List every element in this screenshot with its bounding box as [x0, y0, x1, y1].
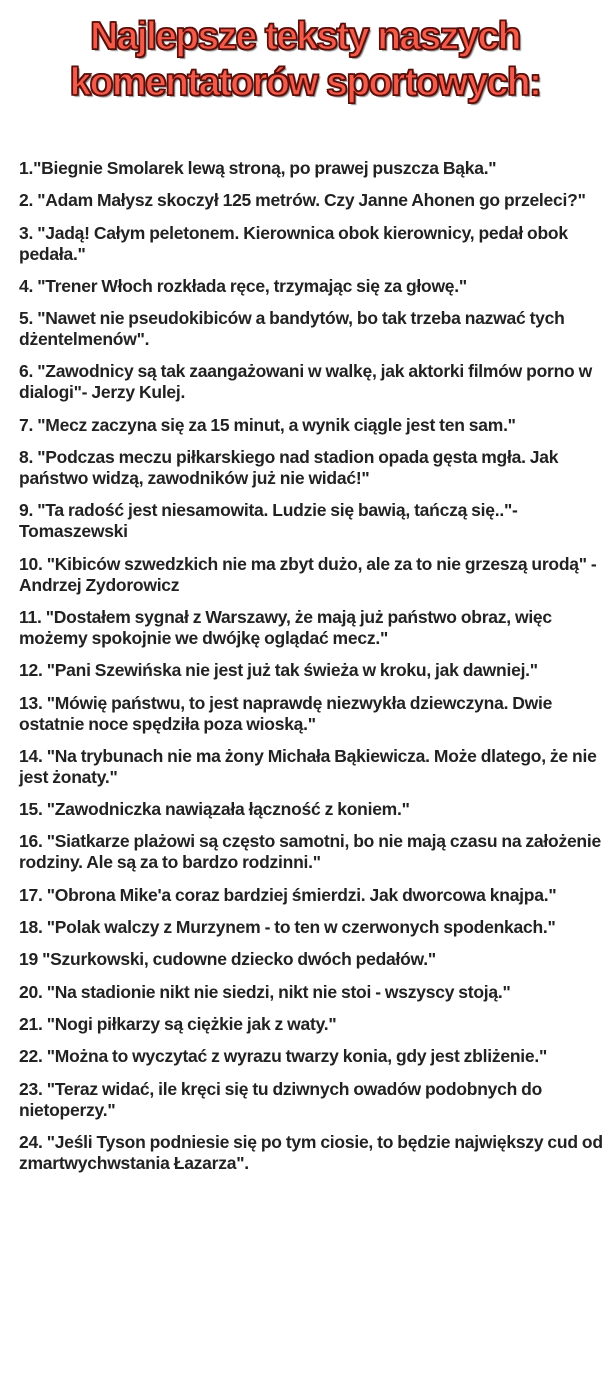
list-item: 11. "Dostałem sygnał z Warszawy, że mają już państwo obraz, więc możemy spokojnie we dwójkę oglądać mecz.": [19, 606, 552, 648]
list-item: 10. "Kibiców szwedzkich nie ma zbyt dużo, ale za to nie grzeszą urodą" - Andrzej Zydorowicz: [19, 553, 597, 595]
list-item: 19 "Szurkowski, cudowne dziecko dwóch pedałów.": [19, 949, 436, 970]
list-item: 3. "Jadą! Całym peletonem. Kierownica obok kierownicy, pedał obok pedała.": [19, 222, 568, 264]
list-item: 8. "Podczas meczu piłkarskiego nad stadion opada gęsta mgła. Jak państwo widzą, zawodników już nie widać!": [19, 447, 559, 489]
list-item: 1."Biegnie Smolarek lewą stroną, po prawej puszcza Bąka.": [19, 158, 497, 178]
list-item: 9. "Ta radość jest niesamowita. Ludzie się bawią, tańczą się.."-Tomaszewski: [19, 500, 518, 542]
list-item: 13. "Mówię państwu, to jest naprawdę niezwykła dziewczyna. Dwie ostatnie noce spędziła poza wioską.": [19, 692, 553, 734]
list-item: 22. "Można to wyczytać z wyrazu twarzy konia, gdy jest zbliżenie.": [19, 1046, 548, 1067]
list-item: 7. "Mecz zaczyna się za 15 minut, a wynik ciągle jest ten sam.": [19, 414, 516, 435]
list-item: 12. "Pani Szewińska nie jest już tak świeża w kroku, jak dawniej.": [19, 660, 538, 681]
list-item: 2. "Adam Małysz skoczył 125 metrów. Czy Janne Ahonen go przeleci?": [19, 190, 586, 211]
list-item: 5. "Nawet nie pseudokibiców a bandytów, bo tak trzeba nazwać tych dżentelmenów".: [19, 308, 565, 350]
list-item: 16. "Siatkarze plażowi są często samotni, bo nie mają czasu na założenie rodziny. Ale są za to bardzo rodzinni.": [19, 831, 601, 873]
list-item: 14. "Na trybunach nie ma żony Michała Bąkiewicza. Może dlatego, że nie jest żonaty.": [19, 745, 597, 787]
list-item: 23. "Teraz widać, ile kręci się tu dziwnych owadów podobnych do nietoperzy.": [19, 1078, 543, 1120]
list-item: 17. "Obrona Mike'a coraz bardziej śmierdzi. Jak dworcowa knajpa.": [19, 884, 557, 905]
list-item: 18. "Polak walczy z Murzynem - to ten w czerwonych spodenkach.": [19, 917, 556, 938]
list-item: 20. "Na stadionie nikt nie siedzi, nikt nie stoi - wszyscy stoją.": [19, 981, 511, 1002]
list-item: 6. "Zawodnicy są tak zaangażowani w walkę, jak aktorki filmów porno w dialogi"- Jerzy Kulej.: [19, 361, 592, 403]
list-item: 4. "Trener Włoch rozkłada ręce, trzymając się za głowę.": [19, 275, 467, 296]
title-line-2: komentatorów sportowych:: [69, 61, 541, 104]
title-line-1: Najlepsze teksty naszych: [90, 15, 520, 58]
list-item: 21. "Nogi piłkarzy są ciężkie jak z waty.": [19, 1013, 337, 1034]
list-item: 24. "Jeśli Tyson podniesie się po tym ciosie, to będzie największy cud od zmartwychwstania Łazarza".: [19, 1131, 603, 1173]
quotes-list: [19, 158, 604, 1185]
list-item: 15. "Zawodniczka nawiązała łączność z koniem.": [19, 799, 410, 820]
page-title: [0, 14, 610, 106]
